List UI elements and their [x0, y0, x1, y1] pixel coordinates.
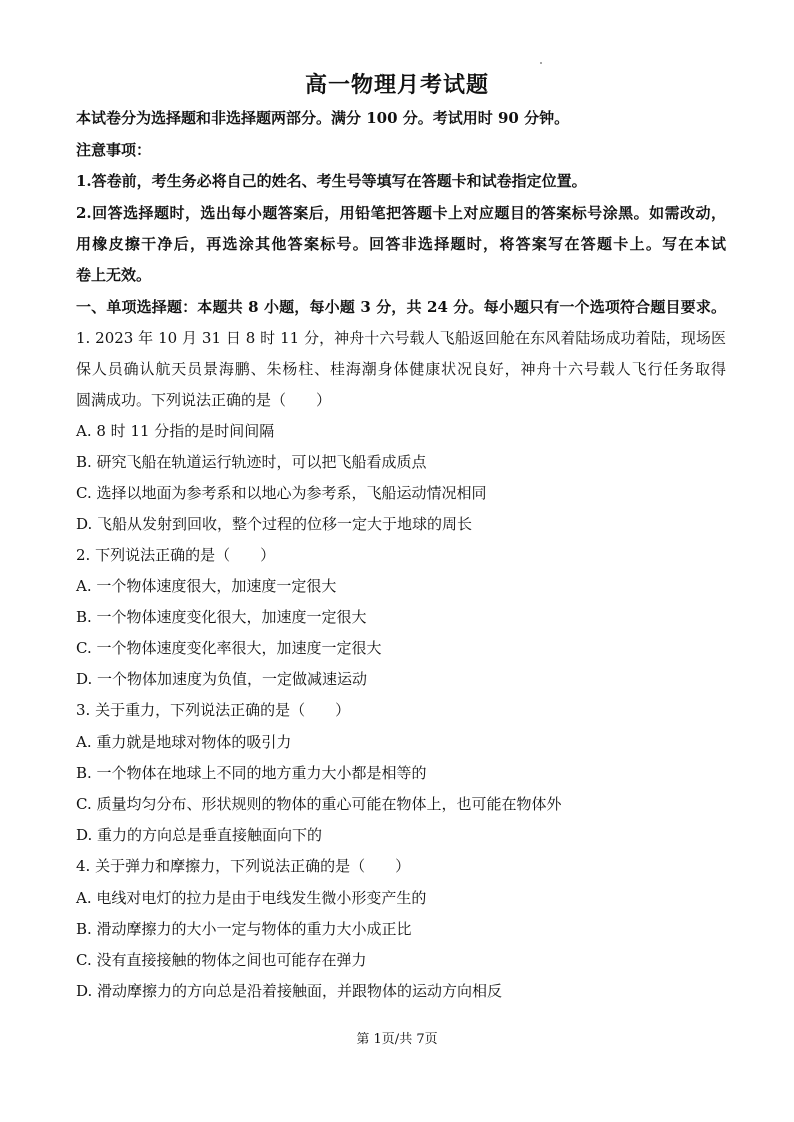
scan-speck [540, 62, 542, 64]
exam-intro: 本试卷分为选择题和非选择题两部分。满分 100 分。考试用时 90 分钟。 [76, 109, 570, 127]
question-4-option-b: B. 滑动摩擦力的大小一定与物体的重力大小成正比 [76, 920, 412, 938]
question-4-option-a: A. 电线对电灯的拉力是由于电线发生微小形变产生的 [76, 889, 427, 907]
page-title: 高一物理月考试题 [304, 72, 489, 98]
question-3-option-c: C. 质量均匀分布、形状规则的物体的重心可能在物体上，也可能在物体外 [76, 795, 562, 813]
notice-heading: 注意事项： [76, 141, 152, 159]
question-3-option-a: A. 重力就是地球对物体的吸引力 [76, 733, 292, 751]
question-1-stem-line-2: 保人员确认航天员景海鹏、朱杨柱、桂海潮身体健康状况良好，神舟十六号载人飞行任务取得 [76, 360, 726, 378]
notice-item-2-line-2: 用橡皮擦干净后，再选涂其他答案标号。回答非选择题时，将答案写在答题卡上。写在本试 [76, 235, 726, 253]
question-1-option-b: B. 研究飞船在轨道运行轨迹时，可以把飞船看成质点 [76, 453, 427, 471]
question-2-option-a: A. 一个物体速度很大，加速度一定很大 [76, 577, 337, 595]
page-footer: 第 1页/共 7页 [356, 1032, 438, 1047]
question-2-stem: 2. 下列说法正确的是（ ） [76, 546, 276, 564]
question-3-option-b: B. 一个物体在地球上不同的地方重力大小都是相等的 [76, 764, 427, 782]
question-4-option-c: C. 没有直接接触的物体之间也可能存在弹力 [76, 951, 367, 969]
notice-item-2-line-1: 2.回答选择题时，选出每小题答案后，用铅笔把答题卡上对应题目的答案标号涂黑。如需改动， [76, 204, 726, 222]
question-4-option-d: D. 滑动摩擦力的方向总是沿着接触面，并跟物体的运动方向相反 [76, 982, 503, 1000]
notice-item-2-line-3: 卷上无效。 [76, 266, 152, 284]
section-heading: 一、单项选择题：本题共 8 小题，每小题 3 分，共 24 分。每小题只有一个选项符合题目要求。 [76, 298, 726, 316]
question-1-option-d: D. 飞船从发射到回收，整个过程的位移一定大于地球的周长 [76, 515, 473, 533]
question-4-stem: 4. 关于弹力和摩擦力，下列说法正确的是（ ） [76, 857, 411, 875]
question-1-stem-line-3: 圆满成功。下列说法正确的是（ ） [76, 391, 332, 409]
question-1-option-a: A. 8 时 11 分指的是时间间隔 [76, 422, 275, 440]
question-1-stem-line-1: 1. 2023 年 10 月 31 日 8 时 11 分，神舟十六号载人飞船返回舱在东风着陆场成功着陆，现场医 [76, 329, 726, 347]
question-2-option-d: D. 一个物体加速度为负值，一定做减速运动 [76, 670, 368, 688]
question-3-option-d: D. 重力的方向总是垂直接触面向下的 [76, 826, 323, 844]
question-2-option-c: C. 一个物体速度变化率很大，加速度一定很大 [76, 639, 382, 657]
question-2-option-b: B. 一个物体速度变化很大，加速度一定很大 [76, 608, 367, 626]
notice-item-1: 1.答卷前，考生务必将自己的姓名、考生号等填写在答题卡和试卷指定位置。 [76, 172, 587, 190]
question-1-option-c: C. 选择以地面为参考系和以地心为参考系，飞船运动情况相同 [76, 484, 487, 502]
question-3-stem: 3. 关于重力，下列说法正确的是（ ） [76, 701, 351, 719]
